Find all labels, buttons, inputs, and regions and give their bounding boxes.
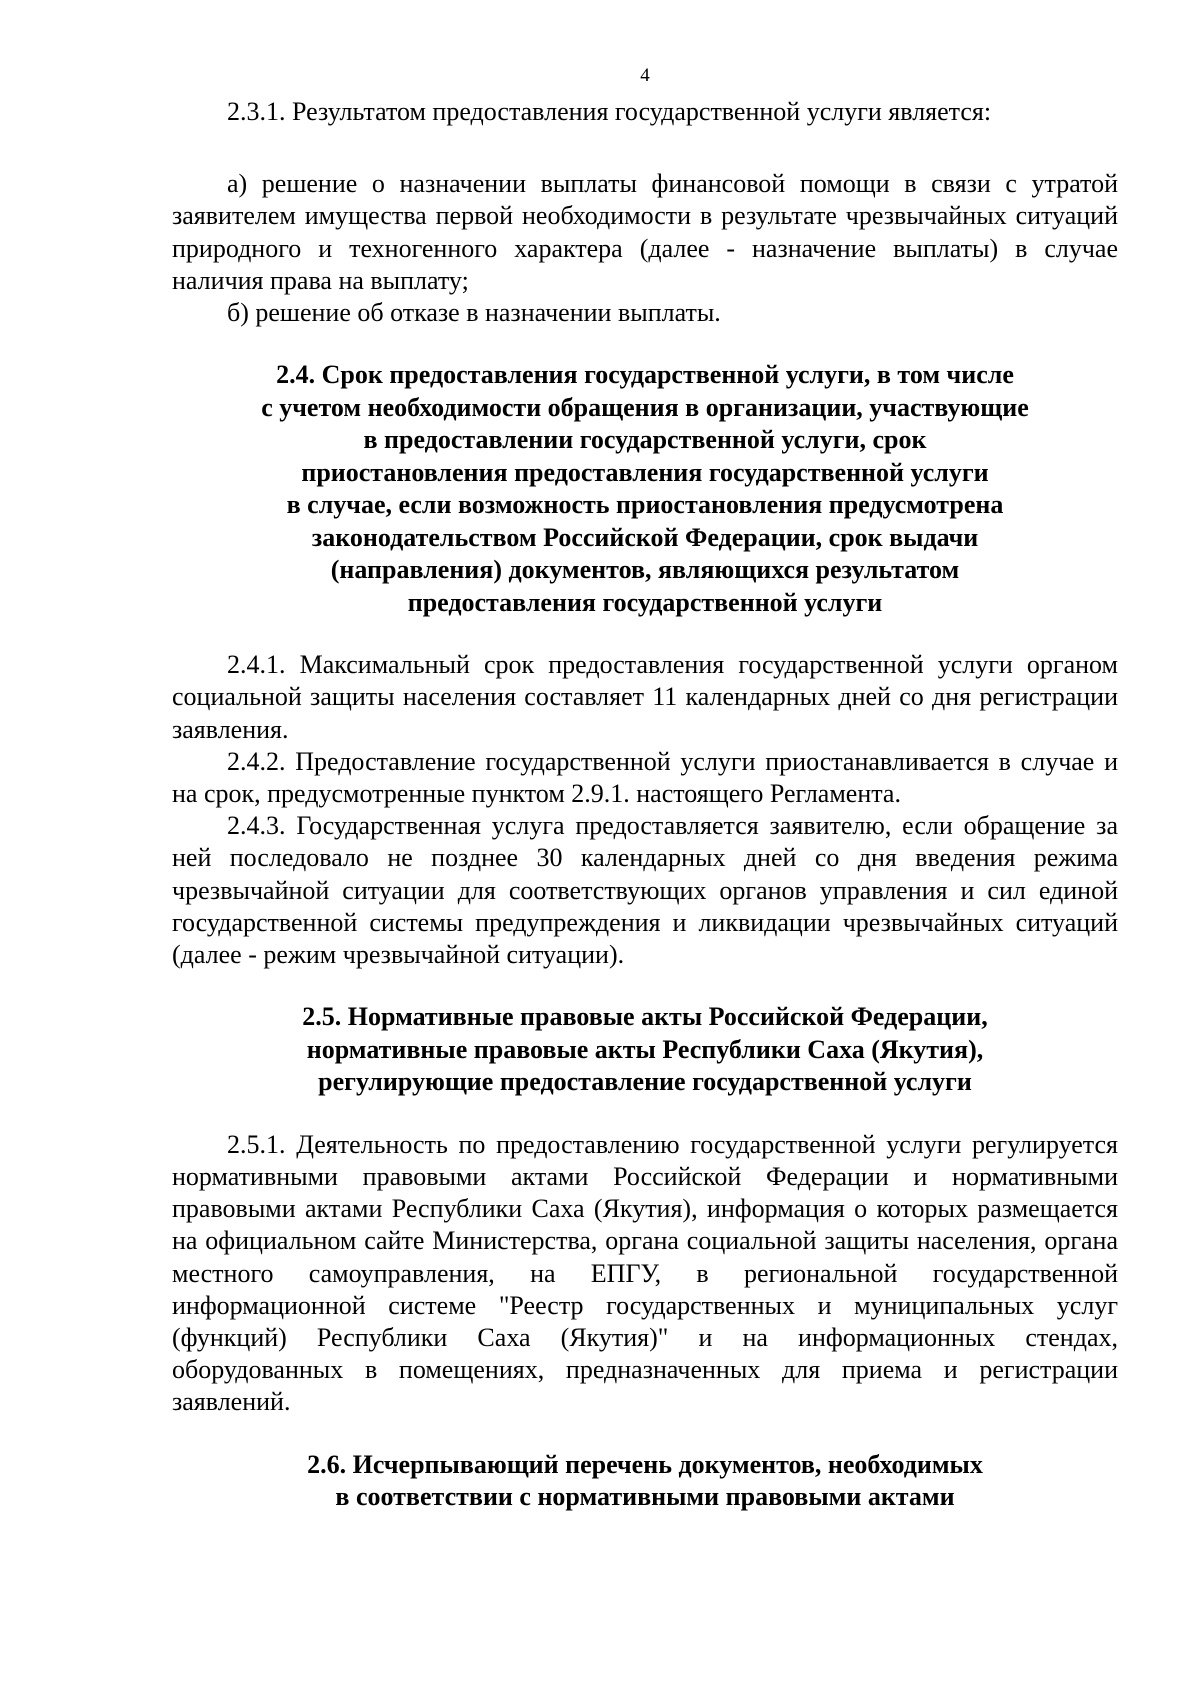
paragraph-2-4-3: 2.4.3. Государственная услуга предоставляется заявителю, если обращение за ней последовало не позднее 30 календарных дней со дня введения режима чрезвычайной ситуации для соответствующих органов управления и сил единой государственной системы предупреждения и ликвидации чрезвычайных ситуаций (далее - режим чрезвычайной ситуации). xyxy=(172,811,1118,970)
section-heading-2-5 xyxy=(172,1001,1118,1099)
heading-line: регулирующие предоставление государственной услуги xyxy=(318,1067,972,1097)
heading-line: с учетом необходимости обращения в организации, участвующие xyxy=(261,392,1029,422)
paragraph-2-5-1: 2.5.1. Деятельность по предоставлению государственной услуги регулируется нормативными правовыми актами Российской Федерации и нормативными правовыми актами Республики Саха (Якутия), информация о которых размещается на официальном сайте Министерства, органа социальной защиты населения, органа местного самоуправления, на ЕПГУ, в региональной государственной информационной системе "Реестр государственных и муниципальных услуг (функций) Республики Саха (Якутия)" и на информационных стендах, оборудованных в помещениях, предназначенных для приема и регистрации заявлений. xyxy=(172,1129,1118,1417)
heading-line: в соответствии с нормативными правовыми актами xyxy=(335,1482,955,1512)
heading-line: предоставления государственной услуги xyxy=(407,587,883,617)
paragraph-2-3-1: 2.3.1. Результатом предоставления государственной услуги является: xyxy=(227,97,992,126)
document-page xyxy=(172,64,1118,1544)
heading-line: нормативные правовые акты Республики Саха (Якутия), xyxy=(306,1034,984,1064)
heading-line: 2.6. Исчерпывающий перечень документов, необходимых xyxy=(307,1449,983,1479)
heading-line: (направления) документов, являющихся результатом xyxy=(330,555,960,585)
heading-line: в случае, если возможность приостановления предусмотрена xyxy=(286,490,1004,520)
heading-line: приостановления предоставления государственной услуги xyxy=(301,457,989,487)
heading-line: 2.5. Нормативные правовые акты Российской Федерации, xyxy=(302,1002,988,1032)
paragraph-2-4-2: 2.4.2. Предоставление государственной услуги приостанавливается в случае и на срок, предусмотренные пунктом 2.9.1. настоящего Регламента. xyxy=(172,746,1118,809)
paragraph-2-3-1-b: б) решение об отказе в назначении выплаты. xyxy=(227,298,721,328)
heading-line: законодательством Российской Федерации, срок выдачи xyxy=(311,522,979,552)
heading-line: 2.4. Срок предоставления государственной услуги, в том числе xyxy=(276,360,1014,390)
section-heading-2-4 xyxy=(172,359,1118,619)
section-heading-2-6 xyxy=(172,1449,1118,1514)
paragraph-2-4-1: 2.4.1. Максимальный срок предоставления государственной услуги органом социальной защиты населения составляет 11 календарных дней со дня регистрации заявления. xyxy=(172,650,1118,744)
paragraph-2-3-1-a: а) решение о назначении выплаты финансовой помощи в связи с утратой заявителем имущества первой необходимости в результате чрезвычайных ситуаций природного и техногенного характера (далее - назначение выплаты) в случае наличия права на выплату; xyxy=(172,169,1118,295)
heading-line: в предоставлении государственной услуги, срок xyxy=(363,425,927,455)
page-number: 4 xyxy=(640,65,650,86)
